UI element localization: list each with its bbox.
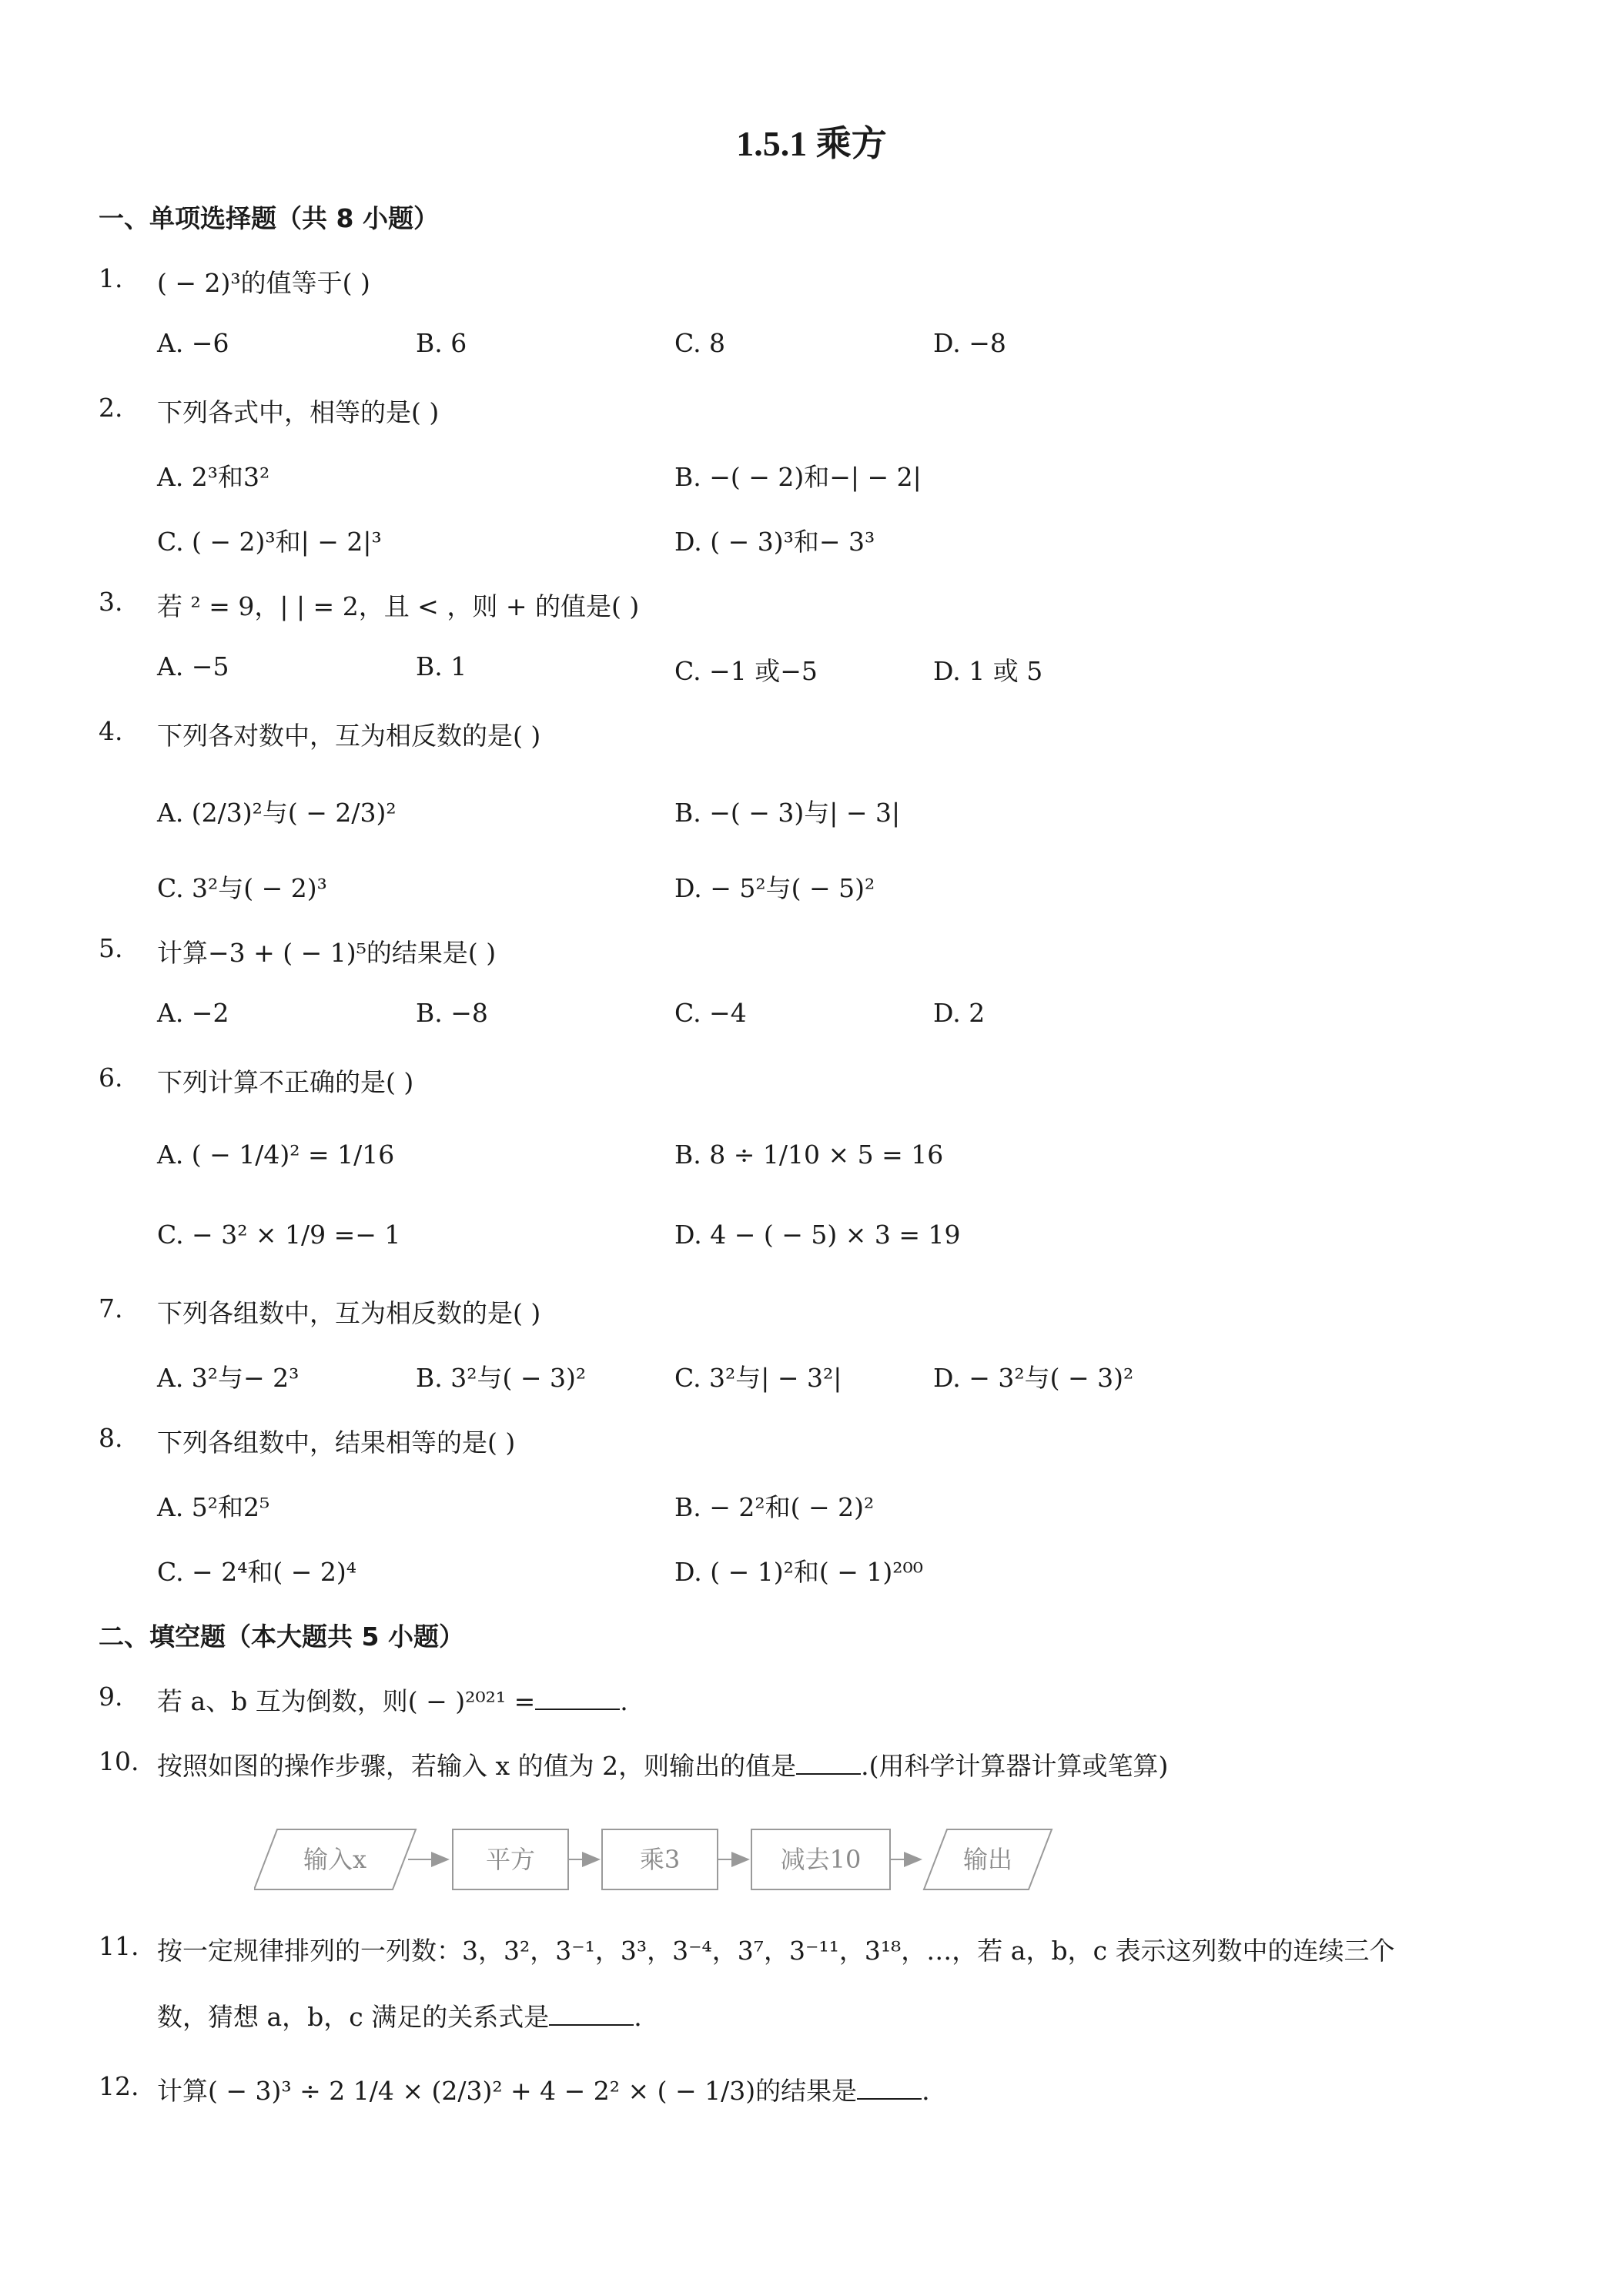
- question-stem: 若 ² = 9，| | = 2，且 < ，则 + 的值是( ): [157, 591, 640, 621]
- option-a: A. −5: [157, 651, 229, 681]
- question-text: 按照如图的操作步骤，若输入 x 的值为 2，则输出的值是: [157, 1751, 797, 1781]
- section-heading-fill: 二、填空题（本大题共 5 小题）: [99, 1622, 464, 1652]
- question-stem: [157, 1682, 628, 1718]
- question-number: 6.: [99, 1063, 123, 1093]
- question-stem-line-2: [157, 1997, 642, 2033]
- option-c: C. −1 或−5: [674, 656, 818, 686]
- question-text-end: .: [634, 2002, 642, 2032]
- option-a: A. −2: [157, 998, 229, 1028]
- question-number: 7.: [99, 1294, 123, 1324]
- question-stem: [157, 1746, 1168, 1782]
- flow-step-multiply: 乘3: [639, 1845, 681, 1874]
- flow-step-output: 输出: [962, 1845, 1013, 1874]
- answer-blank[interactable]: [857, 2073, 922, 2100]
- option-c: C. −4: [674, 998, 747, 1028]
- question-number: 12.: [99, 2071, 139, 2101]
- option-b: B. 1: [416, 651, 467, 681]
- question-number: 5.: [99, 933, 123, 963]
- question-number: 2.: [99, 393, 123, 423]
- option-d: D. ( − 3)³和− 3³: [674, 527, 875, 557]
- option-b: B. − 2²和( − 2)²: [674, 1492, 875, 1522]
- flow-step-input: 输入x: [303, 1845, 367, 1874]
- option-a: A. (2/3)²与( − 2/3)²: [157, 798, 397, 828]
- option-b: B. −( − 3)与| − 3|: [674, 798, 901, 828]
- flow-step-subtract: 减去10: [780, 1845, 862, 1874]
- question-text: 数，猜想 a，b，c 满足的关系式是: [157, 2002, 550, 2032]
- answer-blank[interactable]: [549, 1999, 634, 2026]
- question-stem: ( − 2)³的值等于( ): [157, 268, 370, 298]
- option-d: D. 1 或 5: [933, 656, 1043, 686]
- option-c: C. 3²与| − 3²|: [674, 1363, 842, 1393]
- option-c: C. 3²与( − 2)³: [157, 873, 327, 903]
- option-d: D. −8: [933, 328, 1006, 358]
- option-b: B. −( − 2)和−| − 2|: [674, 462, 922, 492]
- question-text-end: .: [620, 1686, 628, 1716]
- question-text: 计算( − 3)³ ÷ 2 1/4 × (2/3)² + 4 − 2² × ( − 1/3)的结果是: [157, 2076, 858, 2106]
- option-d: D. − 5²与( − 5)²: [674, 873, 875, 903]
- question-text: 若 a、b 互为倒数，则( − )²⁰²¹ =: [157, 1686, 536, 1716]
- flow-step-square: 平方: [485, 1845, 536, 1874]
- option-a: A. −6: [157, 328, 229, 358]
- option-a: A. 5²和2⁵: [157, 1492, 270, 1522]
- question-number: 3.: [99, 587, 123, 617]
- answer-blank[interactable]: [535, 1683, 620, 1710]
- question-stem-line-1: 按一定规律排列的一列数：3，3²，3⁻¹，3³，3⁻⁴，3⁷，3⁻¹¹，3¹⁸，…，若 a，b，c 表示这列数中的连续三个: [157, 1936, 1395, 1966]
- question-number: 4.: [99, 716, 123, 746]
- option-b: B. 3²与( − 3)²: [416, 1363, 587, 1393]
- option-a: A. ( − 1/4)² = 1/16: [157, 1140, 395, 1170]
- option-a: A. 2³和3²: [157, 462, 270, 492]
- question-number: 1.: [99, 263, 123, 293]
- option-c: C. 8: [674, 328, 726, 358]
- question-number: 8.: [99, 1423, 123, 1453]
- option-c: C. ( − 2)³和| − 2|³: [157, 527, 382, 557]
- question-number: 11.: [99, 1931, 139, 1961]
- question-stem: 计算−3 + ( − 1)⁵的结果是( ): [157, 938, 497, 968]
- section-heading-choice: 一、单项选择题（共 8 小题）: [99, 203, 439, 233]
- question-text-end: .(用科学计算器计算或笔算): [861, 1751, 1169, 1781]
- page-title: 1.5.1 乘方: [736, 124, 887, 163]
- answer-blank[interactable]: [796, 1748, 861, 1775]
- question-stem: 下列计算不正确的是( ): [157, 1067, 414, 1097]
- option-c: C. − 2⁴和( − 2)⁴: [157, 1557, 357, 1587]
- question-text-end: .: [922, 2076, 930, 2106]
- option-b: B. −8: [416, 998, 488, 1028]
- option-d: D. 4 − ( − 5) × 3 = 19: [674, 1220, 961, 1250]
- question-stem: [157, 2071, 930, 2107]
- option-c: C. − 3² × 1/9 =− 1: [157, 1220, 401, 1250]
- option-b: B. 6: [416, 328, 467, 358]
- question-stem: 下列各对数中，互为相反数的是( ): [157, 721, 541, 751]
- option-d: D. ( − 1)²和( − 1)²⁰⁰: [674, 1557, 923, 1587]
- operation-flowchart: [254, 1817, 1055, 1902]
- question-stem: 下列各式中，相等的是( ): [157, 397, 440, 427]
- question-stem: 下列各组数中，互为相反数的是( ): [157, 1298, 541, 1328]
- option-d: D. 2: [933, 998, 986, 1028]
- question-number: 9.: [99, 1682, 123, 1712]
- option-d: D. − 3²与( − 3)²: [933, 1363, 1134, 1393]
- question-number: 10.: [99, 1746, 139, 1776]
- question-stem: 下列各组数中，结果相等的是( ): [157, 1427, 516, 1458]
- option-a: A. 3²与− 2³: [157, 1363, 300, 1393]
- option-b: B. 8 ÷ 1/10 × 5 = 16: [674, 1140, 944, 1170]
